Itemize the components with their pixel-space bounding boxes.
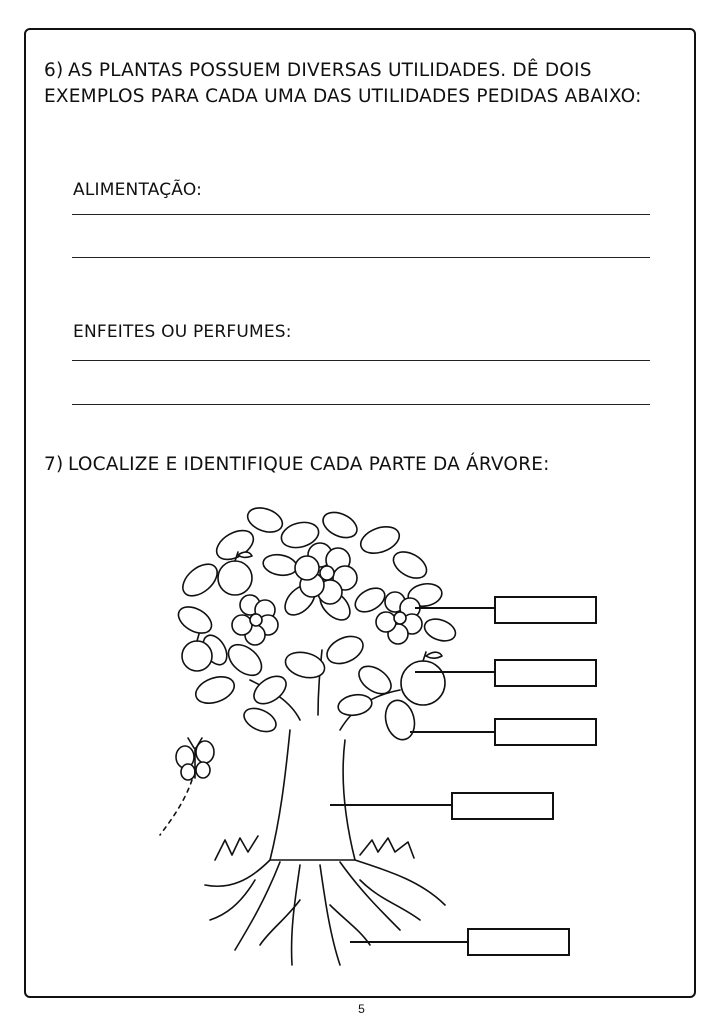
answer-box-2[interactable] [495, 660, 596, 686]
tree-illustration [150, 500, 630, 990]
answer-box-1[interactable] [495, 597, 596, 623]
answer-box-3[interactable] [495, 719, 596, 745]
answer-line[interactable] [72, 257, 650, 258]
tree-trunk [270, 730, 355, 860]
question-7-text: LOCALIZE E IDENTIFIQUE CADA PARTE DA ÁRVORE: [68, 454, 550, 475]
answer-line[interactable] [72, 360, 650, 361]
section-label-enfeites: ENFEITES OU PERFUMES: [73, 322, 292, 342]
question-6-number: 6) [44, 60, 64, 81]
section-label-alimentacao: ALIMENTAÇÃO: [73, 180, 203, 200]
question-6 [44, 58, 664, 110]
tree-flower [295, 543, 357, 604]
question-7 [44, 452, 664, 478]
tree-flower [232, 595, 278, 645]
question-7-number: 7) [44, 454, 64, 475]
tree-apple [401, 652, 445, 705]
answer-box-4[interactable] [452, 793, 553, 819]
answer-box-5[interactable] [468, 929, 569, 955]
answer-line[interactable] [72, 404, 650, 405]
page-number: 5 [358, 1002, 365, 1016]
butterfly [160, 738, 214, 835]
answer-line[interactable] [72, 214, 650, 215]
question-6-text: AS PLANTAS POSSUEM DIVERSAS UTILIDADES. DÊ DOIS EXEMPLOS PARA CADA UMA DAS UTILIDADES PEDIDAS ABAIXO: [44, 60, 642, 107]
